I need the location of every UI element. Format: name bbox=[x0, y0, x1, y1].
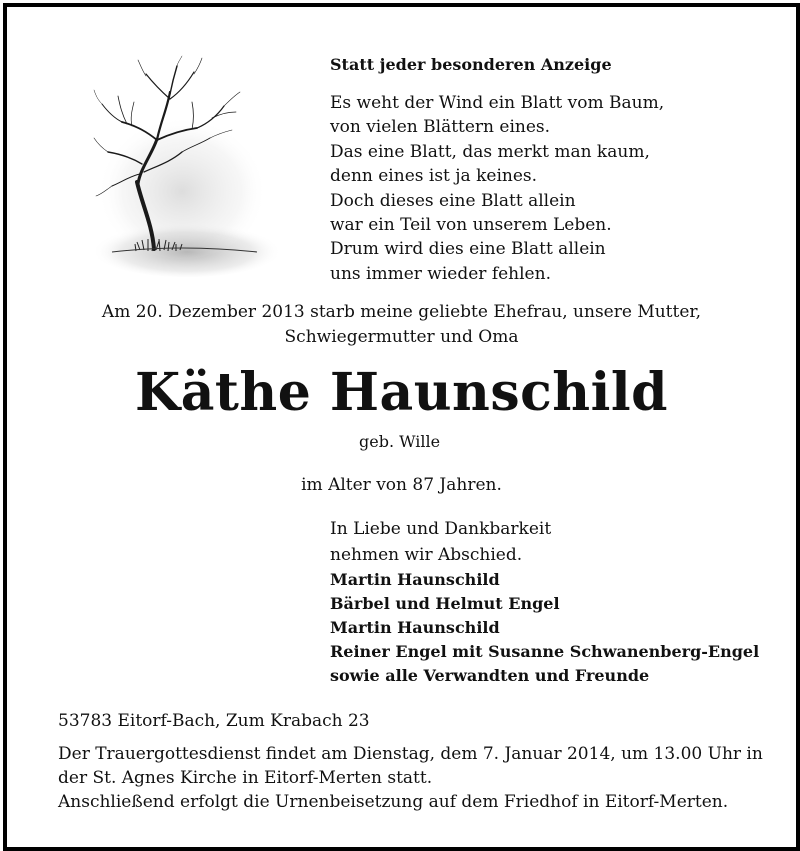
poem-line: uns immer wieder fehlen. bbox=[330, 263, 551, 284]
poem-line: Drum wird dies eine Blatt allein bbox=[330, 239, 606, 260]
poem-line: denn eines ist ja keines. bbox=[330, 166, 538, 187]
announcement-line: Am 20. Dezember 2013 starb meine geliebte Ehefrau, unsere Mutter, bbox=[101, 302, 702, 322]
poem-line: Das eine Blatt, das merkt man kaum, bbox=[330, 141, 650, 162]
poem bbox=[330, 91, 664, 286]
family-member: Reiner Engel mit Susanne Schwanenberg-Engel bbox=[330, 642, 760, 661]
farewell-text bbox=[330, 516, 551, 568]
announcement-line: Schwiegermutter und Oma bbox=[284, 327, 519, 347]
family-member: sowie alle Verwandten und Freunde bbox=[330, 666, 650, 685]
notice-heading: Statt jeder besonderen Anzeige bbox=[330, 55, 612, 74]
age-at-death: im Alter von 87 Jahren. bbox=[301, 475, 502, 495]
death-announcement bbox=[7, 300, 796, 350]
bare-tree-icon bbox=[82, 54, 282, 284]
family-address: 53783 Eitorf-Bach, Zum Krabach 23 bbox=[58, 711, 370, 731]
family-signatures bbox=[330, 568, 759, 688]
farewell-line: In Liebe und Dankbarkeit bbox=[330, 519, 552, 539]
family-member: Bärbel und Helmut Engel bbox=[330, 594, 560, 613]
poem-line: Es weht der Wind ein Blatt vom Baum, bbox=[330, 93, 665, 113]
service-details bbox=[58, 742, 763, 814]
service-line: Der Trauergottesdienst findet am Dienstag, dem 7. Januar 2014, um 13.00 Uhr in bbox=[58, 744, 763, 764]
poem-line: von vielen Blättern eines. bbox=[330, 117, 551, 138]
maiden-name: geb. Wille bbox=[359, 432, 441, 451]
service-line: der St. Agnes Kirche in Eitorf-Merten statt. bbox=[58, 768, 433, 788]
poem-line: war ein Teil von unserem Leben. bbox=[330, 214, 612, 235]
family-member: Martin Haunschild bbox=[330, 618, 500, 637]
poem-line: Doch dieses eine Blatt allein bbox=[330, 190, 576, 211]
farewell-line: nehmen wir Abschied. bbox=[330, 545, 523, 565]
obituary-notice bbox=[3, 3, 800, 851]
family-member: Martin Haunschild bbox=[330, 570, 500, 589]
service-line: Anschließend erfolgt die Urnenbeisetzung auf dem Friedhof in Eitorf-Merten. bbox=[58, 792, 729, 812]
deceased-name: Käthe Haunschild bbox=[135, 362, 668, 423]
